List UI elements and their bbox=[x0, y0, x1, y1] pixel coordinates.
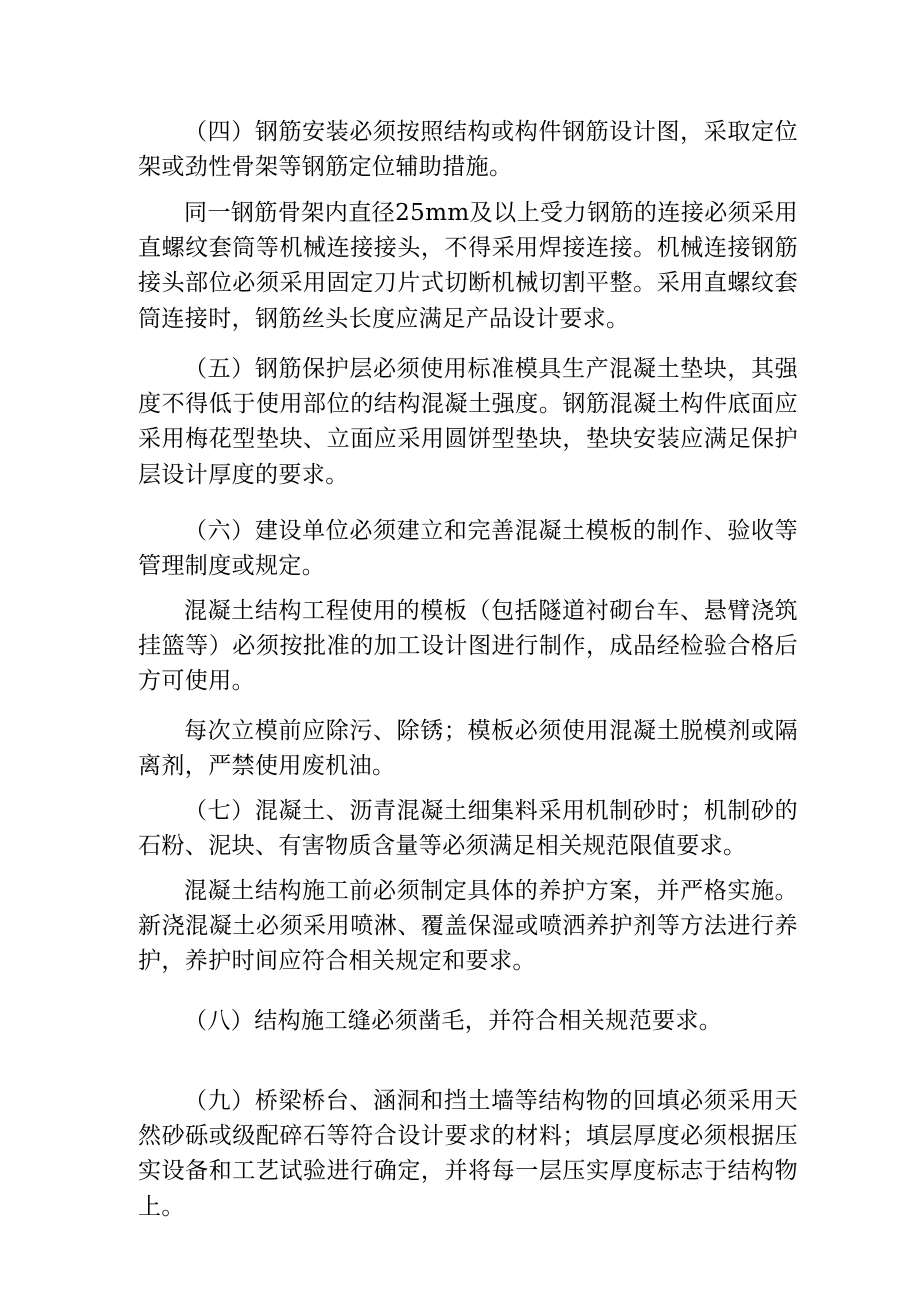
paragraph-section-8: （八）结构施工缝必须凿毛，并符合相关规范要求。 bbox=[184, 1008, 723, 1034]
paragraph-curing: 混凝土结构施工前必须制定具体的养护方案，并严格实施。新浇混凝土必须采用喷淋、覆盖保湿或喷洒养护剂等方法进行养护，养护时间应符合相关规定和要求。 bbox=[138, 878, 798, 975]
paragraph-rebar-connection: 同一钢筋骨架内直径25mm及以上受力钢筋的连接必须采用直螺纹套筒等机械连接接头，不得采用焊接连接。机械连接钢筋接头部位必须采用固定刀片式切断机械切割平整。采用直螺纹套筒连接时，钢筋丝头长度应满足产品设计要求。 bbox=[138, 200, 798, 332]
paragraph-section-9: （九）桥梁桥台、涵洞和挡土墙等结构物的回填必须采用天然砂砾或级配碎石等符合设计要求的材料；填层厚度必须根据压实设备和工艺试验进行确定，并将每一层压实厚度标志于结构物上。 bbox=[138, 1088, 798, 1220]
paragraph-section-7: （七）混凝土、沥青混凝土细集料采用机制砂时；机制砂的石粉、泥块、有害物质含量等必须满足相关规范限值要求。 bbox=[138, 798, 798, 860]
paragraph-section-5: （五）钢筋保护层必须使用标准模具生产混凝土垫块，其强度不得低于使用部位的结构混凝土强度。钢筋混凝土构件底面应采用梅花型垫块、立面应采用圆饼型垫块，垫块安装应满足保护层设计厚度的要求。 bbox=[138, 356, 798, 488]
paragraph-formwork-fabrication: 混凝土结构工程使用的模板（包括隧道衬砌台车、悬臂浇筑挂篮等）必须按批准的加工设计图进行制作，成品经检验合格后方可使用。 bbox=[138, 598, 798, 695]
paragraph-section-4: （四）钢筋安装必须按照结构或构件钢筋设计图，采取定位架或劲性骨架等钢筋定位辅助措施。 bbox=[138, 119, 798, 181]
paragraph-section-6: （六）建设单位必须建立和完善混凝土模板的制作、验收等管理制度或规定。 bbox=[138, 518, 798, 580]
paragraph-formwork-cleaning: 每次立模前应除污、除锈；模板必须使用混凝土脱模剂或隔离剂，严禁使用废机油。 bbox=[138, 718, 798, 780]
